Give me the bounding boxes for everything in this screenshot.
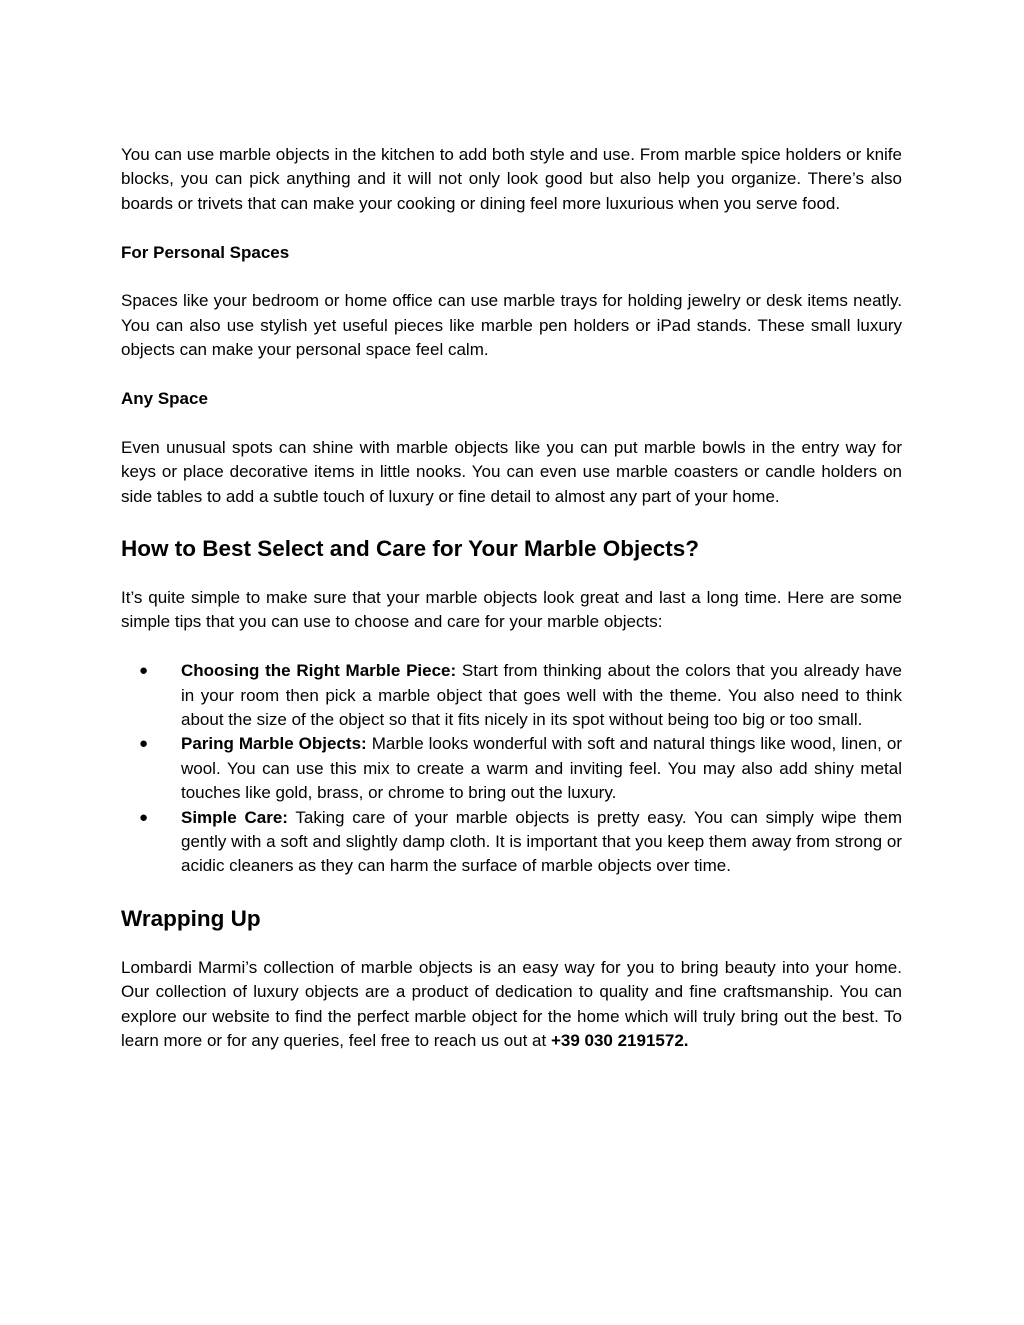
any-space-heading: Any Space bbox=[121, 389, 208, 409]
tip-title: Choosing the Right Marble Piece: bbox=[181, 661, 457, 681]
personal-spaces-heading: For Personal Spaces bbox=[121, 242, 290, 262]
bullet-icon: ● bbox=[139, 808, 149, 826]
personal-spaces-paragraph: Spaces like your bedroom or home office can use marble trays for holding jewelry or desk items neatly. You can also use stylish yet useful pieces like marble pen holders or iPad stands. These small luxury objects can make your personal space feel calm. bbox=[121, 291, 902, 360]
tip-text: Start from thinking about the colors that you already have in your room then pick a marble object that goes well with the theme. You also need to think about the size of the object so that it fits nicely in its spot without being too big or too small. bbox=[181, 661, 902, 730]
bullet-icon: ● bbox=[139, 735, 149, 753]
intro-paragraph: You can use marble objects in the kitchen to add both style and use. From marble spice holders or knife blocks, you can pick anything and it will not only look good but also help you organize. There’s also boards or trivets that can make your cooking or dining feel more luxurious when you serve food. bbox=[121, 145, 902, 213]
tip-text: Marble looks wonderful with soft and natural things like wood, linen, or wool. You can use this mix to create a warm and inviting feel. You may also add shiny metal touches like gold, brass, or chrome to bring out the luxury. bbox=[181, 734, 902, 803]
tip-title: Paring Marble Objects: bbox=[181, 734, 367, 754]
any-space-paragraph: Even unusual spots can shine with marble objects like you can put marble bowls in the entry way for keys or place decorative items in little nooks. You can even use marble coasters or candle holders on side tables to add a subtle touch of luxury or fine detail to almost any part of your home. bbox=[121, 437, 902, 506]
select-care-heading: How to Best Select and Care for Your Marble Objects? bbox=[121, 536, 700, 562]
tip-text: Taking care of your marble objects is pretty easy. You can simply wipe them gently with a soft and slightly damp cloth. It is important that you keep them away from strong or acidic cleaners as they can harm the surface of marble objects over time. bbox=[181, 807, 902, 876]
list-item bbox=[121, 659, 902, 732]
wrapping-up-paragraph bbox=[121, 956, 902, 1054]
list-item bbox=[121, 806, 902, 879]
bullet-icon: ● bbox=[139, 662, 149, 680]
tip-title: Simple Care: bbox=[181, 807, 288, 827]
select-care-intro: It’s quite simple to make sure that your marble objects look great and last a long time. Here are some simple tips that you can use to choose and care for your marble objects: bbox=[121, 588, 902, 632]
document-page bbox=[121, 143, 902, 1054]
wrapping-up-text: Lombardi Marmi’s collection of marble objects is an easy way for you to bring beauty into your home. Our collection of luxury objects are a product of dedication to quality and fine craftsmanship. You can explore our website to find the perfect marble object for the home which will truly bring out the best. To learn more or for any queries, feel free to reach us out at bbox=[121, 957, 902, 1051]
list-item bbox=[121, 732, 902, 805]
wrapping-up-heading: Wrapping Up bbox=[121, 905, 261, 931]
tips-list bbox=[121, 659, 902, 879]
phone-number: +39 030 2191572. bbox=[550, 1031, 689, 1051]
